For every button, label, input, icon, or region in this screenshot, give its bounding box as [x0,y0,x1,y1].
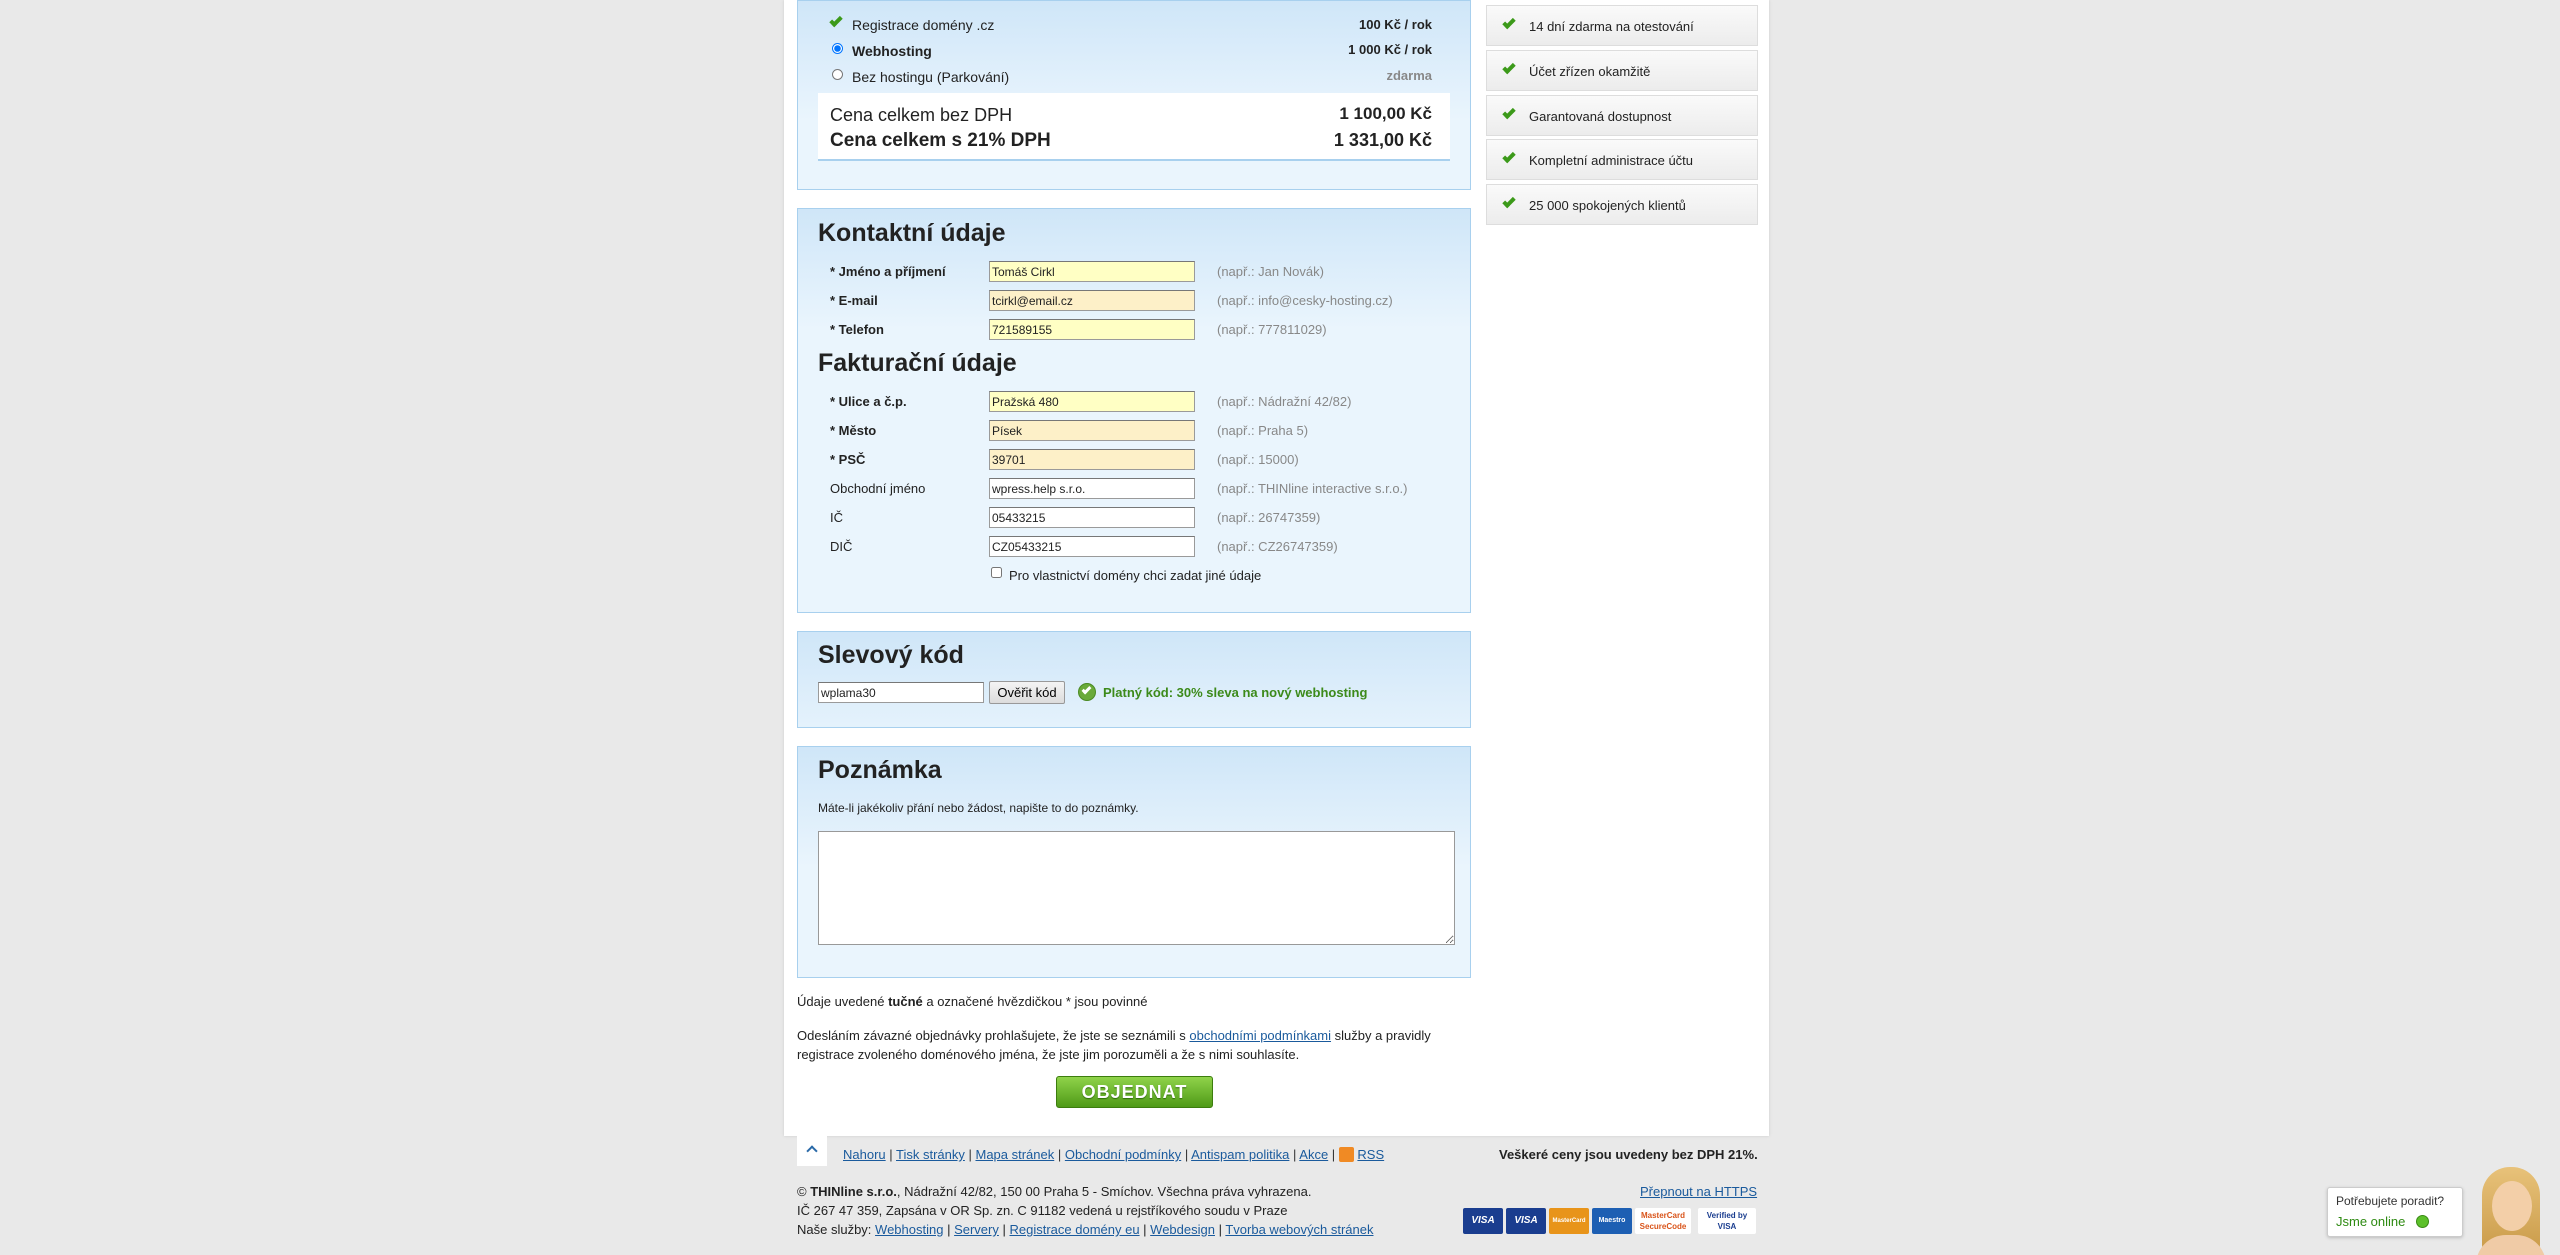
avatar-face [2492,1181,2532,1231]
company-line [797,1184,1311,1199]
street-input[interactable] [989,391,1195,412]
footer-link-rss[interactable]: RSS [1357,1147,1385,1162]
footer-link-terms[interactable]: Obchodní podmínky [1064,1147,1182,1162]
company-input[interactable] [989,478,1195,499]
field-hint: (např.: Jan Novák) [1217,264,1324,279]
service-link[interactable]: Webdesign [1150,1222,1215,1237]
registry-line: IČ 267 47 359, Zapsána v OR Sp. zn. C 91182 vedená u rejstříkového soudu v Praze [797,1203,1288,1218]
footer-link-sitemap[interactable]: Mapa stránek [975,1147,1055,1162]
field-label: * PSČ [830,452,866,467]
copyright-symbol: © [797,1184,807,1199]
field-label: IČ [830,510,843,525]
required-text: a označené hvězdičkou * jsou povinné [922,994,1148,1009]
benefit-label: Účet zřízen okamžitě [1529,64,1651,79]
service-link[interactable]: Registrace domény eu [1009,1222,1140,1237]
summary-item-price: 100 Kč / rok [1359,17,1432,32]
footer-link-print[interactable]: Tisk stránky [896,1147,965,1162]
note-title: Poznámka [818,756,942,784]
vat-note: Veškeré ceny jsou uvedeny bez DPH 21%. [1499,1147,1758,1162]
phone-input[interactable] [989,319,1195,340]
dic-input[interactable] [989,536,1195,557]
summary-item-label: Webhosting [852,43,932,59]
contact-title: Kontaktní údaje [818,219,1006,247]
other-owner-checkbox[interactable] [991,567,1002,578]
services-line: Naše služby: Webhosting | Servery | Registrace domény eu | Webdesign | Tvorba webových stránek [797,1222,1374,1237]
discount-status: Platný kód: 30% sleva na nový webhosting [1103,685,1368,700]
check-icon [1502,195,1515,208]
total-no-vat-value: 1 100,00 Kč [1339,104,1432,123]
total-vat-label: Cena celkem s 21% DPH [830,130,1051,151]
note-textarea[interactable] [818,831,1455,945]
terms-text: Odesláním závazné objednávky prohlašujete, že jste se seznámili s [797,1028,1190,1043]
chevron-up-icon [806,1145,817,1156]
verified-by-visa-icon: Verified by VISA [1698,1208,1756,1234]
benefit-label: Garantovaná dostupnost [1529,109,1672,124]
scroll-top-button[interactable] [797,1136,827,1166]
footer-link-top[interactable]: Nahoru [843,1147,886,1162]
totals-panel [818,93,1450,161]
webhosting-radio[interactable] [832,43,843,54]
rss-icon [1339,1147,1354,1162]
field-label: * Město [830,423,877,438]
field-label: * Ulice a č.p. [830,394,907,409]
service-link[interactable]: Servery [954,1222,999,1237]
terms-note [797,1026,1457,1064]
billing-title: Fakturační údaje [818,349,1017,377]
check-icon [1502,61,1515,74]
footer-link-antispam[interactable]: Antispam politika [1191,1147,1290,1162]
summary-item-label: Registrace domény .cz [852,17,995,33]
online-dot-icon [2416,1215,2429,1228]
field-label: * Telefon [830,322,884,337]
check-icon [1502,106,1515,119]
visa-card-icon: VISA [1463,1208,1503,1234]
summary-item-label: Bez hostingu (Parkování) [852,69,1010,85]
other-owner-label: Pro vlastnictví domény chci zadat jiné údaje [1009,568,1262,583]
email-input[interactable] [989,290,1195,311]
service-link[interactable]: Webhosting [875,1222,944,1237]
total-vat-value: 1 331,00 Kč [1333,130,1432,150]
required-text: Údaje uvedené [797,994,889,1009]
field-hint: (např.: 26747359) [1217,510,1321,525]
summary-item-price: zdarma [1386,68,1432,83]
name-input[interactable] [989,261,1195,282]
service-link[interactable]: Tvorba webových stránek [1225,1222,1374,1237]
visa-card-icon: VISA [1506,1208,1546,1234]
support-agent-avatar[interactable] [2470,1163,2550,1255]
chat-widget[interactable] [2327,1187,2463,1237]
price-summary [797,0,1471,190]
terms-link[interactable]: obchodními podmínkami [1189,1028,1332,1043]
benefit-label: 14 dní zdarma na otestování [1529,19,1694,34]
check-icon [1502,150,1515,163]
field-hint: (např.: Praha 5) [1217,423,1309,438]
benefit-item [1486,50,1758,91]
field-hint: (např.: 15000) [1217,452,1299,467]
footer-links: Nahoru | Tisk stránky | Mapa stránek | Obchodní podmínky | Antispam politika | Akce | RSS [843,1147,1385,1162]
company-name: THINline s.r.o. [810,1184,897,1199]
ic-input[interactable] [989,507,1195,528]
payment-cards [1463,1208,1758,1236]
field-label: * E-mail [830,293,878,308]
https-link[interactable]: Přepnout na HTTPS [1640,1184,1758,1199]
chat-prompt: Potřebujete poradit? [2336,1194,2445,1208]
field-hint: (např.: CZ26747359) [1217,539,1338,554]
field-label: DIČ [830,539,853,554]
footer-link-promo[interactable]: Akce [1299,1147,1329,1162]
benefit-label: Kompletní administrace účtu [1529,153,1694,168]
terms-text: služby a pravidly registrace zvoleného doménového jména, že jste jim porozuměli a že s nimi souhlasíte. [797,1028,1431,1062]
check-icon [829,14,842,27]
mastercard-icon: MasterCard [1549,1208,1589,1234]
note-description: Máte-li jakékoliv přání nebo žádost, napište to do poznámky. [818,801,1139,815]
discount-box [797,631,1471,728]
field-hint: (např.: THINline interactive s.r.o.) [1217,481,1408,496]
chat-status: Jsme online [2336,1214,2406,1229]
benefit-item [1486,5,1758,46]
contact-billing-form [797,208,1471,613]
field-label: Obchodní jméno [830,481,926,496]
benefit-item [1486,95,1758,136]
company-address: , Nádražní 42/82, 150 00 Praha 5 - Smíchov. Všechna práva vyhrazena. [896,1184,1312,1199]
benefit-label: 25 000 spokojených klientů [1529,198,1686,213]
benefit-item [1486,139,1758,180]
note-box [797,746,1471,978]
field-hint: (např.: info@cesky-hosting.cz) [1217,293,1393,308]
city-input[interactable] [989,420,1195,441]
services-label: Naše služby: [797,1222,872,1237]
field-hint: (např.: 777811029) [1217,322,1327,337]
order-button[interactable]: OBJEDNAT [1056,1076,1213,1108]
required-bold: tučné [888,994,923,1009]
field-label: * Jméno a příjmení [830,264,946,279]
field-hint: (např.: Nádražní 42/82) [1217,394,1352,409]
discount-code-input[interactable] [818,682,984,703]
summary-item-price: 1 000 Kč / rok [1348,42,1432,57]
benefit-item [1486,184,1758,225]
total-no-vat-label: Cena celkem bez DPH [830,105,1013,125]
maestro-icon: Maestro [1592,1208,1632,1234]
verify-code-button[interactable]: Ověřit kód [989,681,1065,704]
check-icon [1502,16,1515,29]
zip-input[interactable] [989,449,1195,470]
discount-title: Slevový kód [818,641,964,669]
required-note [797,994,1148,1009]
mastercard-securecode-icon: MasterCard SecureCode [1635,1208,1691,1234]
parking-radio[interactable] [832,69,843,80]
